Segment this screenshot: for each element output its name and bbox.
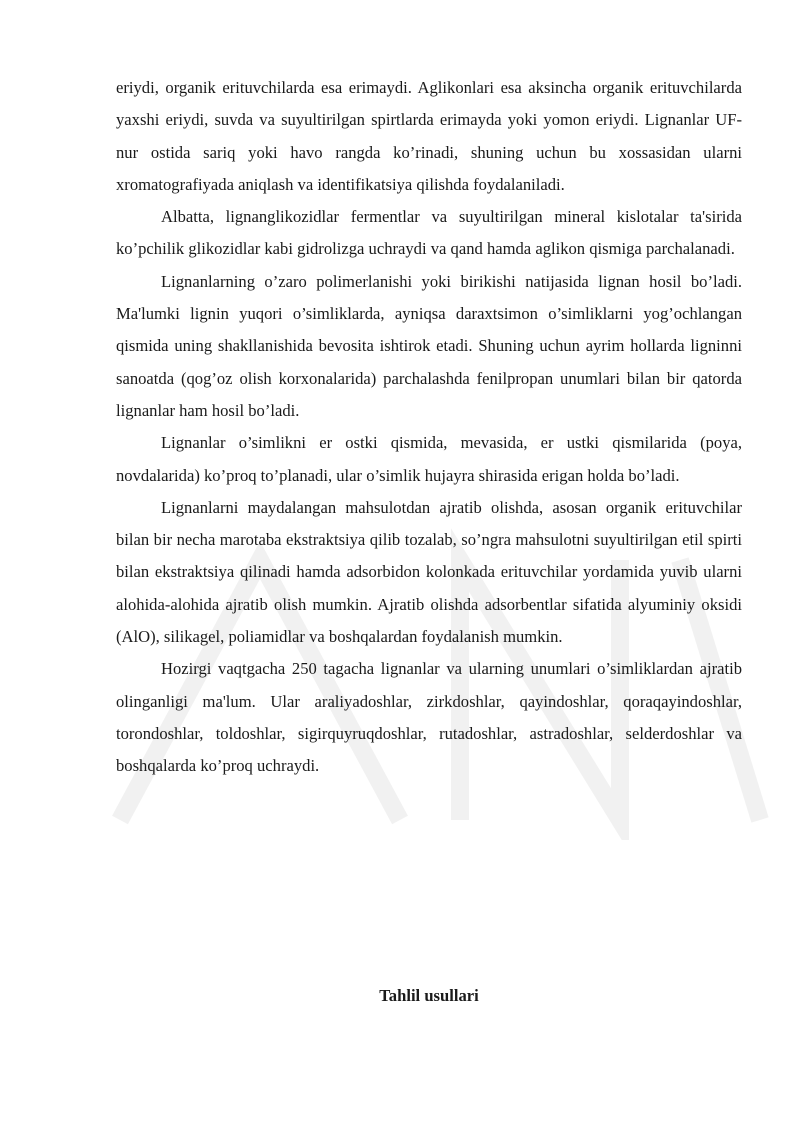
paragraph-localization: Lignanlar o’simlikni er ostki qismida, mevasida, er ustki qismilarida (poya, novdalarida) ko’proq to’planadi, ular o’simlik hujayra shirasida erigan holda bo’ladi. bbox=[116, 433, 742, 485]
section-heading: Tahlil usullari bbox=[379, 986, 479, 1005]
paragraph-extraction: Lignanlarni maydalangan mahsulotdan ajratib olishda, asosan organik erituvchilar bilan bir necha marotaba ekstraktsiya qilib tozalab, so’ngra mahsulotni suyultirilgan etil spirti bilan ekstraktsiya qilinadi hamda adsorbidon kolonkada erituvchilar yordamida yuvib ularni alohida-alohida ajratib olish mumkin. Ajratib olishda adsorbentlar sifatida alyuminiy oksidi (AlO), silikagel, poliamidlar va boshqalardan foydalanish mumkin. bbox=[116, 497, 742, 647]
paragraph-continuation: eriydi, organik erituvchilarda esa erimaydi. Aglikonlari esa aksincha organik erituvchilarda yaxshi eriydi, suvda va suyultirilgan spirtlarda erimayda yoki yomon eriydi. Lignanlar UF-nur ostida sariq yoki havo rangda ko’rinadi, shuning uchun bu xossasidan ularni xromatografiyada aniqlash va identifikatsiya qilishda foydalaniladi. bbox=[116, 78, 742, 194]
document-page bbox=[116, 72, 742, 1005]
paragraph-hydrolysis: Albatta, lignanglikozidlar fermentlar va suyultirilgan mineral kislotalar ta'sirida ko’pchilik glikozidlar kabi gidrolizga uchraydi va qand hamda aglikon qismiga parchalanadi. bbox=[116, 207, 742, 259]
paragraph-distribution: Hozirgi vaqtgacha 250 tagacha lignanlar va ularning unumlari o’simliklardan ajratib olinganligi ma'lum. Ular araliyadoshlar, zirkdoshlar, qayindoshlar, qoraqayindoshlar, torondoshlar, toldoshlar, sigirquyruqdoshlar, rutadoshlar, astradoshlar, selderdoshlar va boshqalarda ko’proq uchraydi. bbox=[116, 659, 742, 776]
paragraph-polymerization: Lignanlarning o’zaro polimerlanishi yoki birikishi natijasida lignan hosil bo’ladi. Ma'lumki lignin yuqori o’simliklarda, ayniqsa daraxtsimon o’simliklarni yog’ochlangan qismida uning shakllanishida bevosita ishtirok etadi. Shuning uchun ayrim hollarda ligninni sanoatda (qog’oz olish korxonalarida) parchalashda fenilpropan unumlari bilan bir qatorda lignanlar ham hosil bo’ladi. bbox=[116, 271, 742, 420]
